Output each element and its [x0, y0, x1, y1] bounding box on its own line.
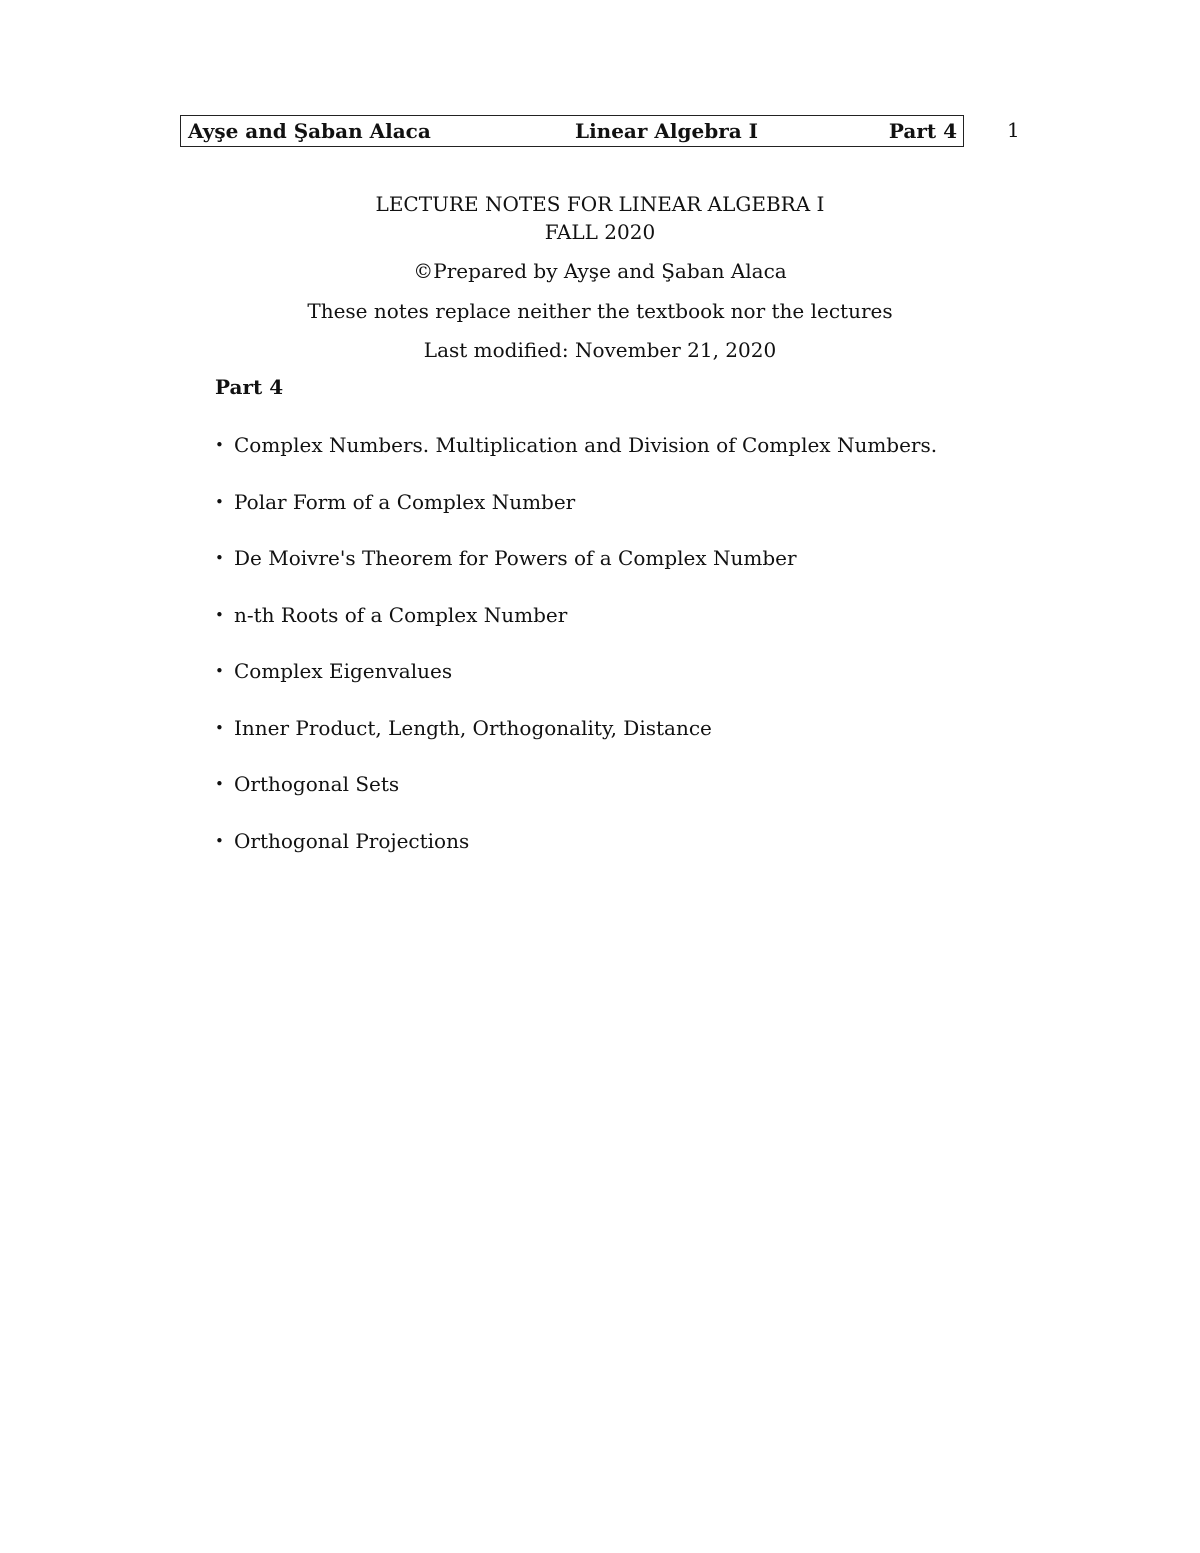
header-authors: Ayşe and Şaban Alaca [188, 119, 431, 143]
page-number: 1 [1007, 118, 1020, 142]
list-item [215, 716, 937, 773]
disclaimer: These notes replace neither the textbook nor the lectures [307, 299, 893, 323]
list-item [215, 659, 937, 716]
bullet-icon: • [215, 775, 224, 793]
list-item [215, 772, 937, 829]
list-item [215, 433, 937, 490]
bullet-icon: • [215, 436, 224, 454]
header-part: Part 4 [888, 119, 957, 143]
list-item [215, 490, 937, 547]
topic-text: De Moivre's Theorem for Powers of a Complex Number [234, 546, 797, 570]
part-heading: Part 4 [215, 375, 284, 399]
bullet-icon: • [215, 549, 224, 567]
bullet-icon: • [215, 662, 224, 680]
topic-text: Orthogonal Sets [234, 772, 400, 796]
bullet-icon: • [215, 718, 224, 737]
topic-text: Inner Product, Length, Orthogonality, Distance [234, 715, 712, 740]
header-course: Linear Algebra I [575, 119, 759, 143]
list-item [215, 546, 937, 603]
last-modified: Last modified: November 21, 2020 [423, 338, 777, 362]
running-header [180, 115, 964, 147]
prepared-by: ©Prepared by Ayşe and Şaban Alaca [413, 259, 787, 283]
list-item [215, 603, 937, 660]
topic-text: Complex Eigenvalues [234, 659, 453, 683]
topic-list [215, 433, 937, 885]
topic-text: Complex Numbers. Multiplication and Division of Complex Numbers. [234, 433, 938, 457]
document-term: FALL 2020 [544, 220, 656, 244]
topic-text: Polar Form of a Complex Number [234, 489, 576, 514]
bullet-icon: • [215, 605, 224, 624]
topic-text: Orthogonal Projections [234, 828, 470, 853]
list-item [215, 829, 937, 886]
document-title: LECTURE NOTES FOR LINEAR ALGEBRA I [375, 192, 825, 216]
topic-text: n-th Roots of a Complex Number [234, 602, 568, 627]
bullet-icon: • [215, 492, 224, 511]
bullet-icon: • [215, 831, 224, 850]
